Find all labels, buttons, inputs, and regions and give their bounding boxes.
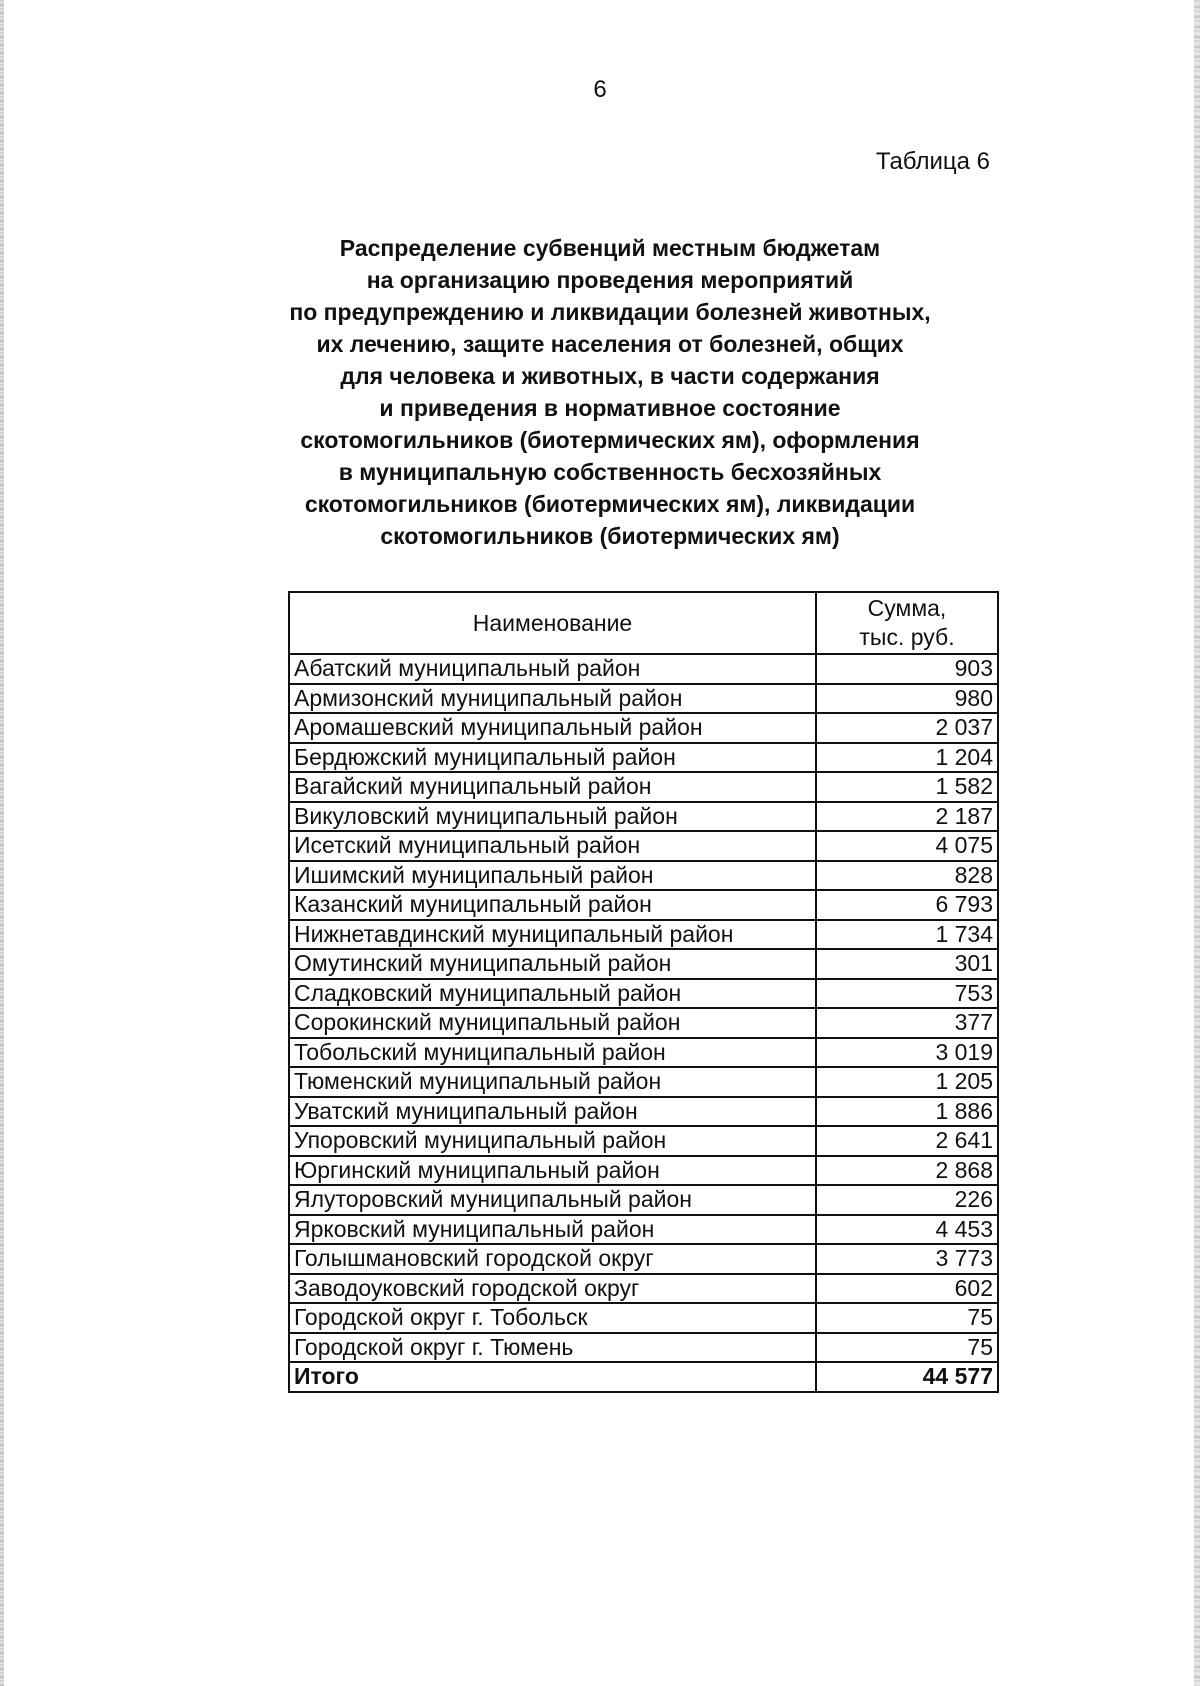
row-sum: 2 868 bbox=[816, 1156, 998, 1186]
table-row bbox=[289, 831, 998, 861]
row-sum: 828 bbox=[816, 861, 998, 891]
row-sum: 377 bbox=[816, 1008, 998, 1038]
header-sum bbox=[816, 592, 998, 654]
table-row bbox=[289, 861, 998, 891]
table-row bbox=[289, 772, 998, 802]
table-row bbox=[289, 1244, 998, 1274]
table-row bbox=[289, 1156, 998, 1186]
row-sum: 1 582 bbox=[816, 772, 998, 802]
row-name: Сладковский муниципальный район bbox=[289, 979, 816, 1009]
row-name: Аромашевский муниципальный район bbox=[289, 713, 816, 743]
table-row bbox=[289, 920, 998, 950]
row-name: Городской округ г. Тобольск bbox=[289, 1303, 816, 1333]
row-name: Городской округ г. Тюмень bbox=[289, 1333, 816, 1363]
row-sum: 6 793 bbox=[816, 890, 998, 920]
row-sum: 3 773 bbox=[816, 1244, 998, 1274]
row-name: Тобольский муниципальный район bbox=[289, 1038, 816, 1068]
row-sum: 1 205 bbox=[816, 1067, 998, 1097]
table-header-row bbox=[289, 592, 998, 654]
table-row bbox=[289, 1274, 998, 1304]
row-sum: 753 bbox=[816, 979, 998, 1009]
total-label: Итого bbox=[289, 1362, 816, 1392]
row-name: Казанский муниципальный район bbox=[289, 890, 816, 920]
row-name: Абатский муниципальный район bbox=[289, 654, 816, 684]
table-body bbox=[289, 654, 998, 1392]
scan-edge-left bbox=[0, 0, 4, 1686]
row-name: Ишимский муниципальный район bbox=[289, 861, 816, 891]
row-name: Викуловский муниципальный район bbox=[289, 802, 816, 832]
table-row bbox=[289, 713, 998, 743]
row-sum: 301 bbox=[816, 949, 998, 979]
title-line: в муниципальную собственность бесхозяйных bbox=[338, 459, 882, 485]
total-sum: 44 577 bbox=[816, 1362, 998, 1392]
table-row bbox=[289, 684, 998, 714]
row-name: Юргинский муниципальный район bbox=[289, 1156, 816, 1186]
table-row bbox=[289, 1126, 998, 1156]
row-sum: 226 bbox=[816, 1185, 998, 1215]
header-name: Наименование bbox=[289, 592, 816, 654]
row-name: Вагайский муниципальный район bbox=[289, 772, 816, 802]
row-sum: 1 734 bbox=[816, 920, 998, 950]
row-name: Омутинский муниципальный район bbox=[289, 949, 816, 979]
table-row bbox=[289, 1067, 998, 1097]
title-line: их лечению, защите населения от болезней, общих bbox=[316, 331, 904, 357]
scan-edge-right bbox=[1194, 0, 1200, 1686]
row-name: Ярковский муниципальный район bbox=[289, 1215, 816, 1245]
row-sum: 75 bbox=[816, 1333, 998, 1363]
header-sum-line2: тыс. руб. bbox=[859, 624, 955, 650]
row-sum: 75 bbox=[816, 1303, 998, 1333]
row-name: Бердюжский муниципальный район bbox=[289, 743, 816, 773]
row-name: Ялуторовский муниципальный район bbox=[289, 1185, 816, 1215]
row-name: Нижнетавдинский муниципальный район bbox=[289, 920, 816, 950]
row-sum: 980 bbox=[816, 684, 998, 714]
title-line: по предупреждению и ликвидации болезней животных, bbox=[289, 299, 931, 325]
table-row bbox=[289, 1185, 998, 1215]
table-caption: Таблица 6 bbox=[875, 148, 990, 175]
title-line: для человека и животных, в части содержания bbox=[340, 363, 880, 389]
title-line: скотомогильников (биотермических ям), ликвидации bbox=[304, 491, 916, 517]
table-row bbox=[289, 1333, 998, 1363]
table-row bbox=[289, 1303, 998, 1333]
table-total-row bbox=[289, 1362, 998, 1392]
title-line: на организацию проведения мероприятий bbox=[366, 267, 854, 293]
row-name: Армизонский муниципальный район bbox=[289, 684, 816, 714]
row-name: Уватский муниципальный район bbox=[289, 1097, 816, 1127]
title-line: скотомогильников (биотермических ям) bbox=[380, 523, 840, 549]
row-name: Тюменский муниципальный район bbox=[289, 1067, 816, 1097]
row-sum: 4 453 bbox=[816, 1215, 998, 1245]
header-sum-line1: Сумма, bbox=[867, 595, 947, 621]
row-name: Сорокинский муниципальный район bbox=[289, 1008, 816, 1038]
row-sum: 3 019 bbox=[816, 1038, 998, 1068]
row-sum: 2 641 bbox=[816, 1126, 998, 1156]
table-row bbox=[289, 654, 998, 684]
row-name: Заводоуковский городской округ bbox=[289, 1274, 816, 1304]
table-row bbox=[289, 979, 998, 1009]
row-sum: 2 037 bbox=[816, 713, 998, 743]
table-row bbox=[289, 1038, 998, 1068]
row-name: Упоровский муниципальный район bbox=[289, 1126, 816, 1156]
title-line: и приведения в нормативное состояние bbox=[379, 395, 841, 421]
row-sum: 4 075 bbox=[816, 831, 998, 861]
title-line: Распределение субвенций местным бюджетам bbox=[339, 235, 881, 261]
row-name: Голышмановский городской округ bbox=[289, 1244, 816, 1274]
table-row bbox=[289, 743, 998, 773]
subsidy-table bbox=[288, 591, 999, 1393]
table-row bbox=[289, 1097, 998, 1127]
table-row bbox=[289, 890, 998, 920]
table-row bbox=[289, 802, 998, 832]
table-row bbox=[289, 949, 998, 979]
row-sum: 602 bbox=[816, 1274, 998, 1304]
row-name: Исетский муниципальный район bbox=[289, 831, 816, 861]
document-title bbox=[250, 232, 970, 552]
title-line: скотомогильников (биотермических ям), оформления bbox=[300, 427, 920, 453]
row-sum: 2 187 bbox=[816, 802, 998, 832]
table-row bbox=[289, 1215, 998, 1245]
table-row bbox=[289, 1008, 998, 1038]
row-sum: 903 bbox=[816, 654, 998, 684]
row-sum: 1 204 bbox=[816, 743, 998, 773]
row-sum: 1 886 bbox=[816, 1097, 998, 1127]
page-number: 6 bbox=[593, 76, 607, 103]
